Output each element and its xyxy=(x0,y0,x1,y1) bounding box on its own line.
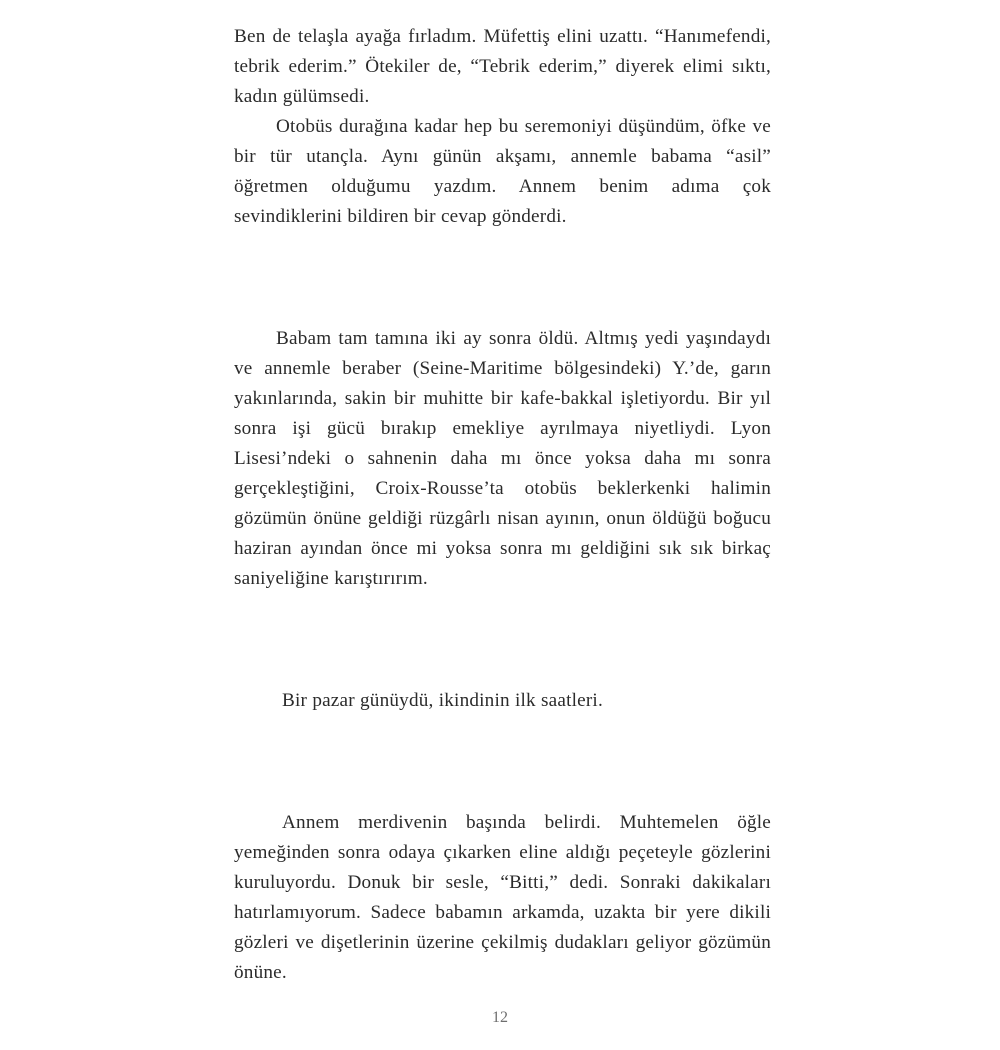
paragraph: Otobüs durağına kadar hep bu seremoniyi düşündüm, öfke ve bir tür utançla. Aynı günün akşamı, annemle babama “asil” öğretmen olduğumu yazdım. Annem benim adıma çok sevindiklerini bildiren bir cevap gönderdi. xyxy=(234,116,771,227)
page-number: 12 xyxy=(492,1009,508,1026)
text-block xyxy=(234,324,771,594)
paragraph: Bir pazar günüydü, ikindinin ilk saatleri. xyxy=(282,690,603,711)
text-column xyxy=(234,22,771,988)
paragraph: Babam tam tamına iki ay sonra öldü. Altmış yedi yaşındaydı ve annemle beraber (Seine-Maritime bölgesindeki) Y.’de, garın yakınlarında, sakin bir muhitte bir kafe-bakkal işletiyordu. Bir yıl sonra işi gücü bırakıp emekliye ayrılmaya niyetliydi. Lyon Lisesi’ndeki o sahnenin daha mı önce yoksa daha mı sonra gerçekleştiğini, Croix-Rousse’ta otobüs beklerkenki halimin gözümün önüne geldiği rüzgârlı nisan ayının, onun öldüğü boğucu haziran ayından önce mi yoksa sonra mı geldiğini sık sık birkaç saniyeliğine karıştırırım. xyxy=(234,328,771,589)
text-block xyxy=(234,808,771,988)
paragraph: Annem merdivenin başında belirdi. Muhtemelen öğle yemeğinden sonra odaya çıkarken eline aldığı peçeteyle gözlerini kuruluyordu. Donuk bir sesle, “Bitti,” dedi. Sonraki dakikaları hatırlamıyorum. Sadece babamın arkamda, uzakta bir yere dikili gözleri ve dişetlerinin üzerine çekilmiş dudakları geliyor gözümün önüne. xyxy=(234,812,771,983)
text-block xyxy=(234,686,771,716)
text-block xyxy=(234,22,771,232)
paragraph: Ben de telaşla ayağa fırladım. Müfettiş elini uzattı. “Hanımefendi, tebrik ederim.” Ötekiler de, “Tebrik ederim,” diyerek elimi sıktı, kadın gülümsedi. xyxy=(234,26,771,107)
